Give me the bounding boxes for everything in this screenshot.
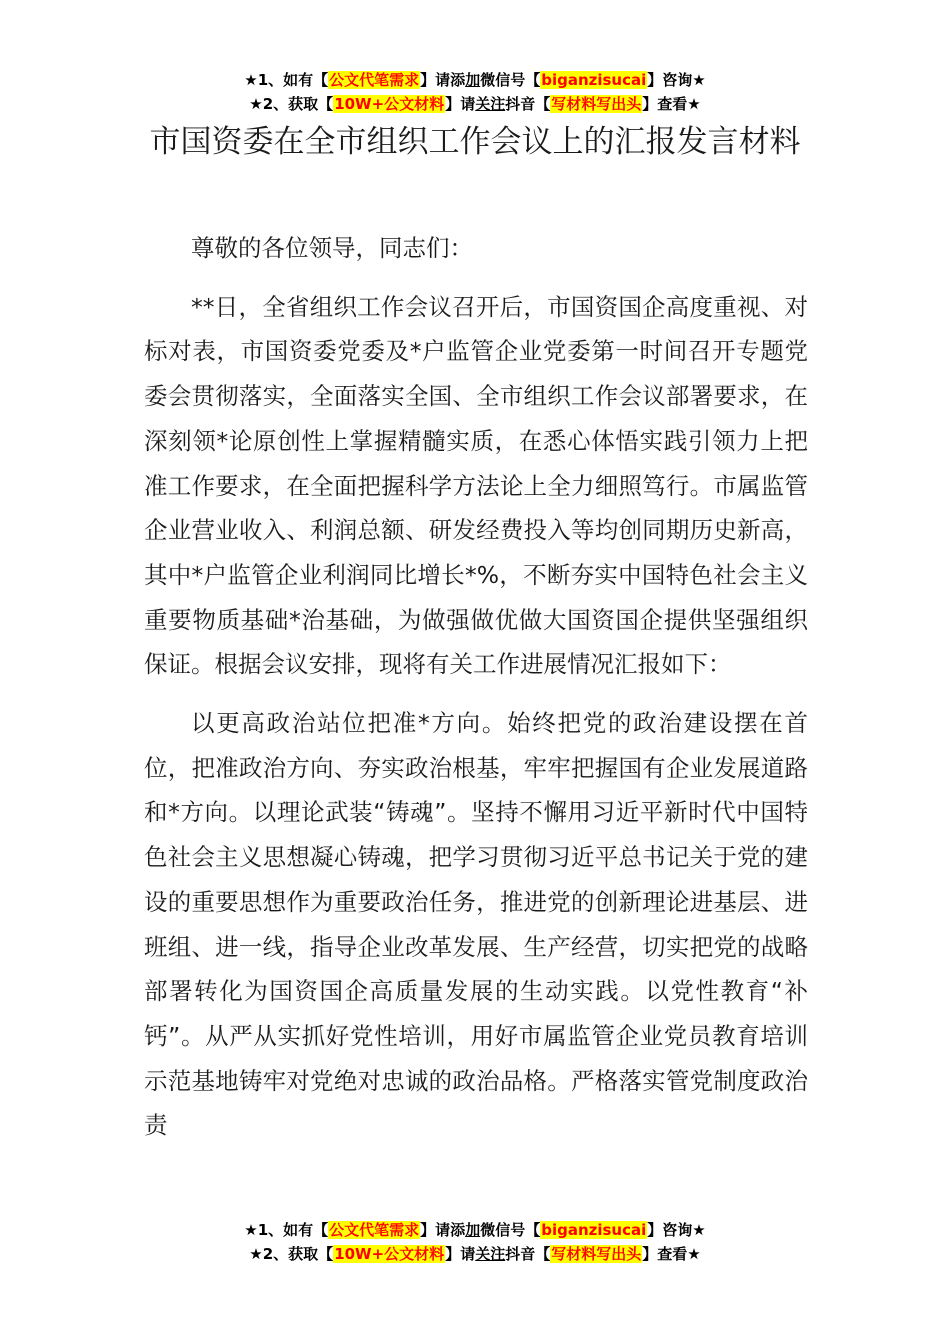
promo-text: 】请 — [445, 1245, 476, 1263]
promo-text: ★1、如有【 — [244, 1221, 329, 1239]
underlined-text: 关注 — [475, 95, 506, 113]
underlined-text: 关注 — [475, 1245, 506, 1263]
promo-text: 】请添 — [420, 71, 466, 89]
promo-text: 】请添 — [420, 1221, 466, 1239]
promo-text: 微信号【 — [480, 71, 541, 89]
underlined-text: 加 — [465, 1221, 481, 1239]
highlight-douyin-account: 写材料写出头 — [551, 95, 642, 113]
highlight-wechat-id: biganzisucai — [541, 71, 647, 89]
highlight-wechat-id: biganzisucai — [541, 1221, 647, 1239]
promo-text: 抖音【 — [505, 95, 551, 113]
underlined-text: 加 — [465, 71, 481, 89]
paragraph-intro: **日，全省组织工作会议召开后，市国资国企高度重视、对标对表，市国资委党委及*户监管企业党委第一时间召开专题党委会贯彻落实，全面落实全国、全市组织工作会议部署要求，在深刻领*论原创性上掌握精髓实质，在悉心体悟实践引领力上把准工作要求，在全面把握科学方法论上全力细照笃行。市属监管企业营业收入、利润总额、研发经费投入等均创同期历史新高，其中*户监管企业利润同比增长*%，不断夯实中国特色社会主义重要物质基础*治基础，为做强做优做大国资国企提供坚强组织保证。根据会议安排，现将有关工作进展情况汇报如下： — [144, 292, 808, 679]
promo-text: 抖音【 — [505, 1245, 551, 1263]
promo-banner-top — [0, 68, 950, 116]
promo-line-2 — [0, 92, 950, 116]
promo-banner-bottom — [0, 1218, 950, 1266]
promo-text: 】请 — [445, 95, 476, 113]
promo-text: ★2、获取【 — [249, 95, 334, 113]
document-title: 市国资委在全市组织工作会议上的汇报发言材料 — [149, 124, 801, 160]
document-body — [144, 226, 808, 1148]
paragraph-political: 以更高政治站位把准*方向。始终把党的政治建设摆在首位，把准政治方向、夯实政治根基，牢牢把握国有企业发展道路和*方向。以理论武装“铸魂”。坚持不懈用习近平新时代中国特色社会主义思想凝心铸魂，把学习贯彻习近平总书记关于党的建设的重要思想作为重要政治任务，推进党的创新理论进基层、进班组、进一线，指导企业改革发展、生产经营，切实把党的战略部署转化为国资国企高质量发展的生动实践。以党性教育“补钙”。从严从实抓好党性培训，用好市属监管企业党员教育培训示范基地铸牢对党绝对忠诚的政治品格。严格落实管党制度政治责 — [144, 709, 808, 1140]
promo-text: 微信号【 — [480, 1221, 541, 1239]
promo-text: 】咨询★ — [647, 1221, 706, 1239]
salutation: 尊敬的各位领导，同志们： — [191, 234, 473, 262]
promo-text: ★1、如有【 — [244, 71, 329, 89]
promo-text: 】咨询★ — [647, 71, 706, 89]
highlight-materials: 10W+公文材料 — [334, 1245, 445, 1263]
promo-line-2 — [0, 1242, 950, 1266]
highlight-service: 公文代笔需求 — [329, 1221, 420, 1239]
promo-text: ★2、获取【 — [249, 1245, 334, 1263]
promo-text: 】查看★ — [642, 95, 701, 113]
highlight-materials: 10W+公文材料 — [334, 95, 445, 113]
highlight-service: 公文代笔需求 — [329, 71, 420, 89]
promo-text: 】查看★ — [642, 1245, 701, 1263]
highlight-douyin-account: 写材料写出头 — [551, 1245, 642, 1263]
promo-line-1 — [0, 1218, 950, 1242]
promo-line-1 — [0, 68, 950, 92]
